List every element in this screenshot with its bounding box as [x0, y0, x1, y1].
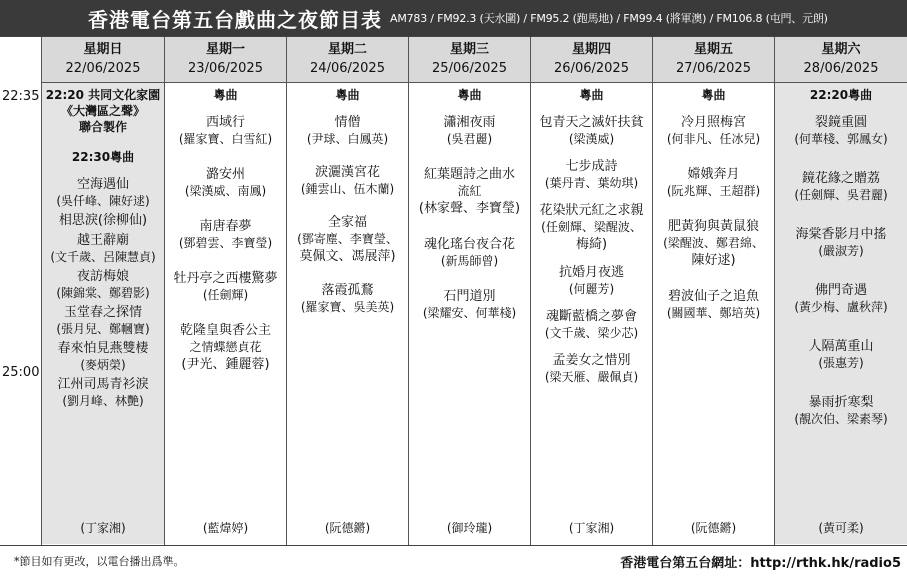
- program-cast: (何華棧、郭鳳女): [794, 132, 888, 146]
- program-item: [531, 159, 652, 191]
- program-item: [42, 305, 164, 337]
- program-category: 粵曲: [701, 88, 726, 102]
- program-item: [775, 115, 907, 147]
- program-cast: (文千歲、呂陳慧貞): [50, 250, 156, 264]
- day-programs: [287, 83, 408, 544]
- program-item: [165, 219, 286, 251]
- program-cast: (吳君麗): [446, 132, 493, 146]
- program-title: 落霞孤鶩: [321, 283, 374, 298]
- frequency-list: AM783 / FM92.3 (天水圍) / FM95.2 (跑馬地) / FM99.4 (將軍澳) / FM106.8 (屯門、元朗): [390, 12, 828, 25]
- program-cast: (阮兆輝、王超群): [666, 184, 761, 198]
- program-title: 抗婚月夜逃: [558, 265, 624, 280]
- time-start: 22:35: [2, 89, 40, 104]
- program-item: [165, 271, 286, 303]
- program-cast: (鄧碧雲、李寶瑩): [178, 236, 273, 250]
- program-item: [653, 167, 774, 199]
- program-cast: (梁醒波、鄭君綿、: [663, 236, 764, 250]
- program-cast: (鄧寄塵、李寶瑩、: [297, 232, 398, 246]
- day-header: [42, 37, 164, 83]
- day-programs: [775, 83, 907, 544]
- program-item: [775, 395, 907, 427]
- day-column: [165, 37, 287, 545]
- program-item: [409, 237, 530, 269]
- program-title: 花染狀元紅之求親: [539, 203, 644, 218]
- special-program-line: 聯合製作: [78, 120, 127, 134]
- program-item: [775, 339, 907, 371]
- program-title: 乾隆皇與香公主: [179, 323, 271, 338]
- day-column: [409, 37, 531, 545]
- day-programs: [409, 83, 530, 544]
- program-cast: (何非凡、任冰兒): [666, 132, 761, 146]
- program-title: 孟姜女之惜別: [552, 353, 631, 368]
- program-title: (尹光、鍾麗蓉): [181, 357, 270, 372]
- day-date: 22/06/2025: [65, 61, 141, 76]
- program-item: [287, 249, 408, 265]
- day-date: 24/06/2025: [310, 61, 385, 76]
- program-item: [42, 213, 164, 229]
- program-item: [653, 253, 774, 269]
- program-title: 夜訪梅娘: [76, 269, 129, 284]
- program-item: [653, 115, 774, 147]
- program-cast: (劉月峰、林艷): [62, 394, 144, 408]
- program-title: 裂鏡重圓: [814, 115, 867, 130]
- program-cast: (鍾雲山、伍木蘭): [300, 182, 395, 196]
- program-title: 春來怕見燕雙棲: [57, 341, 149, 356]
- program-item: [42, 377, 164, 409]
- program-item: [775, 171, 907, 203]
- footer-note: *節目如有更改，以電台播出爲準。: [14, 555, 185, 568]
- program-category: 22:20粵曲: [809, 88, 873, 102]
- program-cast: (羅家寶、吳美英): [300, 300, 395, 314]
- program-title: 淚灑漢宮花: [314, 165, 380, 180]
- program-item: [531, 309, 652, 341]
- day-programs: [531, 83, 652, 544]
- program-cast: (任劍輝): [202, 288, 249, 302]
- day-date: 27/06/2025: [676, 61, 751, 76]
- program-item: [409, 289, 530, 321]
- page-title: 香港電台第五台戲曲之夜節目表: [88, 7, 382, 32]
- program-title: 西域行: [205, 115, 245, 130]
- program-cast: (葉丹青、葉幼琪): [544, 176, 639, 190]
- program-cast: (麥炳榮): [80, 358, 126, 372]
- program-item: [653, 219, 774, 251]
- program-item: [409, 201, 530, 217]
- program-item: [287, 215, 408, 247]
- program-title: 冷月照梅宮: [680, 115, 746, 130]
- program-cast: (嚴淑芳): [818, 244, 864, 258]
- program-title: 情僧: [334, 115, 361, 130]
- program-host: (藍煒婷): [202, 521, 249, 535]
- day-name: 星期三: [449, 42, 489, 57]
- program-item: [531, 115, 652, 147]
- time-column: [0, 37, 42, 545]
- program-item: [42, 233, 164, 265]
- program-cast: (梁耀安、何華棧): [422, 306, 517, 320]
- program-title: 碧波仙子之追魚: [667, 289, 759, 304]
- day-programs: [165, 83, 286, 544]
- program-item: [165, 357, 286, 373]
- special-program-line: 《大灣區之聲》: [60, 104, 145, 118]
- program-title: 瀟湘夜雨: [443, 115, 496, 130]
- program-item: [165, 323, 286, 355]
- program-title: 七步成詩: [565, 159, 618, 174]
- program-title: 南唐春夢: [199, 219, 252, 234]
- program-category: 粵曲: [457, 88, 482, 102]
- day-name: 星期二: [327, 42, 367, 57]
- schedule-grid: [0, 36, 907, 546]
- program-item: [653, 289, 774, 321]
- program-title: 江州司馬青衫淚: [57, 377, 149, 392]
- program-item: [531, 237, 652, 253]
- program-title: 陳好逑): [691, 253, 736, 268]
- program-item: [775, 283, 907, 315]
- day-header: [409, 37, 530, 83]
- program-item: [409, 167, 530, 199]
- day-name: 星期五: [693, 42, 733, 57]
- program-item: [287, 283, 408, 315]
- program-host: (阮德鏘): [690, 521, 737, 535]
- title-bar: [0, 0, 907, 36]
- program-host: (丁家湘): [80, 521, 126, 535]
- day-header: [531, 37, 652, 83]
- day-name: 星期六: [821, 42, 861, 57]
- program-host: (黃可柔): [818, 521, 864, 535]
- day-programs: [42, 83, 164, 544]
- program-cast: (任劍輝、吳君麗): [794, 188, 888, 202]
- program-title: 魂斷藍橋之夢會: [545, 309, 637, 324]
- day-date: 23/06/2025: [188, 61, 263, 76]
- day-column: [287, 37, 409, 545]
- program-cast: (尹球、白鳳英): [306, 132, 389, 146]
- program-category: 22:30粵曲: [71, 150, 135, 164]
- program-item: [531, 265, 652, 297]
- day-name: 星期日: [83, 42, 123, 57]
- program-item: [287, 165, 408, 197]
- program-item: [165, 115, 286, 147]
- day-date: 28/06/2025: [803, 61, 879, 76]
- program-title: 牡丹亭之西樓驚夢: [173, 271, 278, 286]
- day-date: 26/06/2025: [554, 61, 629, 76]
- program-category: 粵曲: [213, 88, 238, 102]
- day-header: [165, 37, 286, 83]
- program-item: [775, 227, 907, 259]
- program-item: [531, 203, 652, 235]
- day-name: 星期四: [571, 42, 611, 57]
- program-cast: (羅家寶、白雪紅): [178, 132, 273, 146]
- day-header: [775, 37, 907, 83]
- program-cast: (文千歲、梁少芯): [544, 326, 639, 340]
- program-cast: (梁漢威): [568, 132, 615, 146]
- program-title: 人隔萬重山: [808, 339, 874, 354]
- program-cast: (陳錦棠、鄭碧影): [56, 286, 150, 300]
- day-column: [531, 37, 653, 545]
- program-title: 肥黃狗與黃鼠狼: [667, 219, 759, 234]
- program-item: [42, 269, 164, 301]
- day-programs: [653, 83, 774, 544]
- program-category: 粵曲: [579, 88, 604, 102]
- day-name: 星期一: [205, 42, 245, 57]
- program-cast: (張惠芳): [818, 356, 864, 370]
- program-cast: (新馬師曾): [440, 254, 499, 268]
- program-title: 全家福: [327, 215, 367, 230]
- program-title: 石門道別: [443, 289, 496, 304]
- program-cast: (關國華、鄭培英): [666, 306, 761, 320]
- program-title: 相思淚(徐柳仙): [58, 213, 148, 228]
- day-header: [653, 37, 774, 83]
- program-title: 空海遇仙: [76, 177, 129, 192]
- program-cast: (靚次伯、梁素琴): [794, 412, 888, 426]
- program-title: (林家聲、李寶瑩): [418, 201, 521, 216]
- program-title: 暴雨折寒梨: [808, 395, 874, 410]
- day-date: 25/06/2025: [432, 61, 507, 76]
- program-title: 紅葉題詩之曲水: [423, 167, 515, 182]
- program-title: 莫佩文、馮展萍): [299, 249, 396, 264]
- program-title: 玉堂春之探情: [63, 305, 142, 320]
- radio-website: 香港電台第五台網址：http://rthk.hk/radio5: [620, 555, 901, 571]
- program-title: 包青天之滅奸扶貧: [539, 115, 644, 130]
- program-title: 海棠香影月中搖: [795, 227, 887, 242]
- footer: [0, 546, 907, 576]
- day-column: [653, 37, 775, 545]
- special-program-line: 22:20 共同文化家園: [45, 88, 161, 102]
- day-column: [775, 37, 907, 545]
- program-host: (阮德鏘): [324, 521, 371, 535]
- program-item: [531, 353, 652, 385]
- day-header: [287, 37, 408, 83]
- day-column: [42, 37, 165, 545]
- program-item: [42, 341, 164, 373]
- program-cast: (梁天雁、嚴佩貞): [544, 370, 639, 384]
- program-item: [165, 167, 286, 199]
- program-cast: 流紅: [457, 184, 482, 198]
- program-title: 梅綺): [575, 237, 608, 252]
- program-cast: (任劍輝、梁醒波、: [541, 220, 642, 234]
- program-cast: 之情蝶戀貞花: [189, 340, 262, 354]
- program-cast: (梁漢威、南鳳): [184, 184, 267, 198]
- program-title: 潞安州: [205, 167, 245, 182]
- program-title: 佛門奇遇: [814, 283, 867, 298]
- program-title: 鏡花緣之贈荔: [801, 171, 880, 186]
- program-host: (丁家湘): [568, 521, 615, 535]
- program-title: 嫦娥奔月: [687, 167, 740, 182]
- program-cast: (何麗芳): [568, 282, 615, 296]
- program-title: 越王辭廟: [76, 233, 129, 248]
- program-host: (御玲瓏): [446, 521, 493, 535]
- program-title: 魂化瑤台夜合花: [423, 237, 515, 252]
- program-category: 粵曲: [335, 88, 360, 102]
- program-cast: (黃少梅、盧秋萍): [794, 300, 888, 314]
- program-item: [287, 115, 408, 147]
- program-item: [409, 115, 530, 147]
- time-mid: 25:00: [2, 365, 40, 380]
- program-item: [42, 177, 164, 209]
- program-cast: (吳仟峰、陳好逑): [56, 194, 150, 208]
- program-cast: (張月兒、鄭幗寶): [56, 322, 150, 336]
